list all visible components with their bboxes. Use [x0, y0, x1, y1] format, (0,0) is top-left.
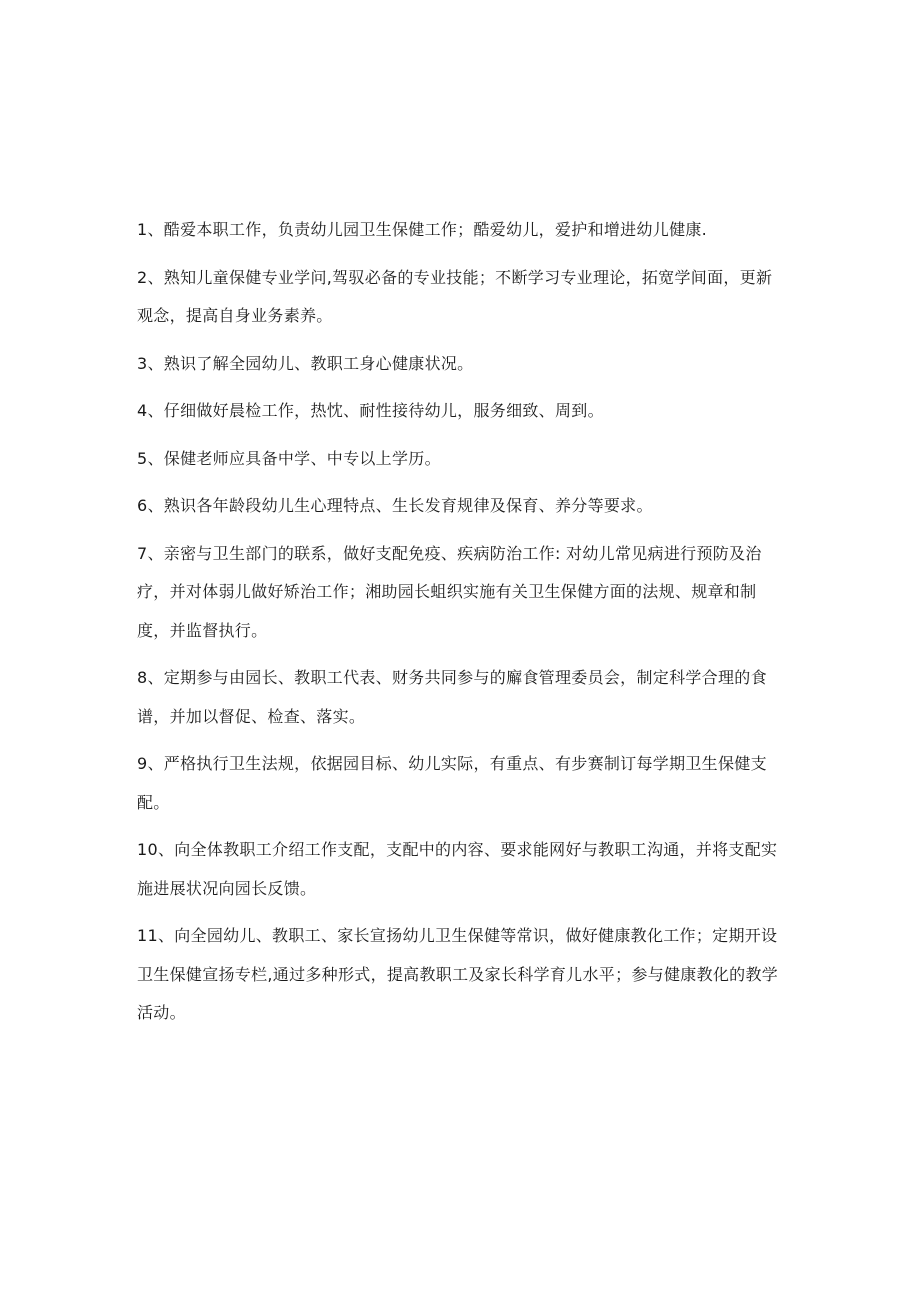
duty-item-9: 9、严格执行卫生法规，依据园目标、幼儿实际，有重点、有步赛制订每学期卫生保健支配。	[137, 754, 767, 812]
duty-item-11: 11、向全园幼儿、教职工、家长宣扬幼儿卫生保健等常识，做好健康教化工作；定期开设卫生保健宣扬专栏,通过多种形式，提高教职工及家长科学育儿水平；参与健康教化的教学活动。	[137, 926, 779, 1022]
duty-list	[137, 211, 787, 1042]
duty-item-6: 6、熟识各年龄段幼儿生心理特点、生长发育规律及保育、养分等要求。	[137, 496, 653, 515]
duty-item-10: 10、向全体教职工介绍工作支配，支配中的内容、要求能网好与教职工沟通，并将支配实施进展状况向园长反馈。	[137, 840, 778, 898]
duty-item-5: 5、保健老师应具备中学、中专以上学历。	[137, 448, 441, 468]
duty-item-7: 7、亲密与卫生部门的联系，做好支配免疫、疾病防治工作: 对幼儿常见病进行预防及治疗，并对体弱儿做好矫治工作；湘助园长蛆织实施有关卫生保健方面的法规、规章和制度，并监督执行。	[137, 543, 762, 640]
duty-item-4: 4、仔细做好晨检工作，热忱、耐性接待幼儿，服务细致、周到。	[137, 401, 604, 420]
duty-item-2: 2、熟知儿童保健专业学问,驾驭必备的专业技能；不断学习专业理论，拓宽学间面，更新观念，提高自身业务素养。	[137, 267, 773, 325]
duty-item-1: 1、酷爱本职工作，负责幼儿园卫生保健工作；酷爱幼儿，爱护和增进幼儿健康.	[137, 220, 708, 239]
duty-item-3: 3、熟识了解全园幼儿、教职工身心健康状况。	[137, 353, 474, 373]
duty-item-8: 8、定期参与由园长、教职工代表、财务共同参与的廨食管理委员会，制定科学合理的食谱，并加以督促、检查、落实。	[137, 668, 767, 726]
